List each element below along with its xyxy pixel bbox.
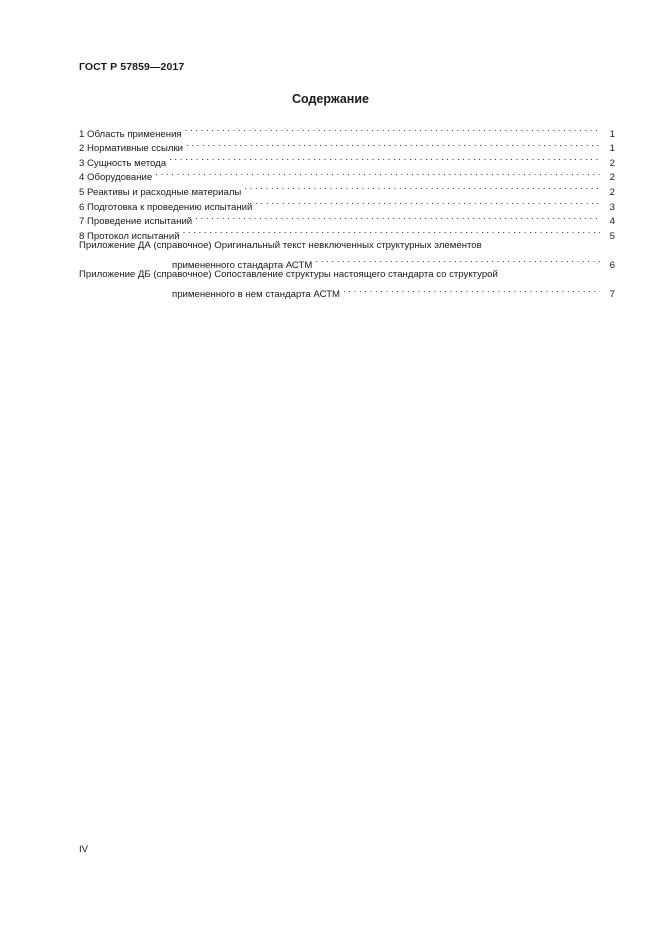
toc-item-page: 7 xyxy=(609,289,615,301)
toc-item-page: 6 xyxy=(609,259,615,271)
toc-title: Содержание xyxy=(291,92,369,106)
toc-leader-dots xyxy=(183,224,600,239)
toc-leader-dots xyxy=(195,210,600,225)
toc-leader-dots xyxy=(343,283,600,298)
toc-item-page: 4 xyxy=(609,216,615,228)
toc-appendix-title: Приложение ДБ (справочное) Сопоставление структуры настоящего стандарта со структурой xyxy=(79,268,498,280)
toc-item-label: 4 Оборудование xyxy=(79,172,153,184)
toc-item-page: 2 xyxy=(609,157,615,169)
toc-leader-dots xyxy=(255,195,600,210)
page-number: IV xyxy=(79,844,89,855)
toc-leader-dots xyxy=(169,151,600,166)
document-header: ГОСТ Р 57859—2017 xyxy=(79,61,185,73)
toc-item-label: 3 Сущность метода xyxy=(79,157,167,169)
toc-leader-dots xyxy=(185,122,600,137)
toc-leader-dots xyxy=(155,166,600,181)
toc-item-equipment[interactable] xyxy=(79,166,615,184)
toc-item-label: 8 Протокол испытаний xyxy=(79,230,180,242)
toc-item-page: 5 xyxy=(609,230,615,242)
toc-item-scope[interactable] xyxy=(79,122,615,140)
toc-item-label: 5 Реактивы и расходные материалы xyxy=(79,186,242,198)
toc-item-page: 1 xyxy=(609,143,615,155)
toc-leader-dots xyxy=(244,180,600,195)
toc-appendix-db[interactable] xyxy=(79,268,615,301)
toc-item-label: 2 Нормативные ссылки xyxy=(79,143,184,155)
toc-appendix-subtitle: примененного стандарта АСТМ xyxy=(172,259,313,271)
toc-item-page: 3 xyxy=(609,201,615,213)
toc-item-label: 1 Область применения xyxy=(79,128,182,140)
toc-leader-dots xyxy=(315,253,600,268)
toc-item-page: 2 xyxy=(609,186,615,198)
toc-item-label: 7 Проведение испытаний xyxy=(79,216,193,228)
toc-leader-dots xyxy=(186,137,600,152)
table-of-contents xyxy=(79,122,615,301)
toc-item-page: 1 xyxy=(609,128,615,140)
toc-item-page: 2 xyxy=(609,172,615,184)
toc-appendix-da[interactable] xyxy=(79,239,615,271)
toc-appendix-title: Приложение ДА (справочное) Оригинальный текст невключенных структурных элементов xyxy=(79,239,482,251)
toc-item-reagents[interactable] xyxy=(79,180,615,198)
toc-appendix-subtitle: примененного в нем стандарта АСТМ xyxy=(172,289,341,301)
toc-item-label: 6 Подготовка к проведению испытаний xyxy=(79,201,253,213)
